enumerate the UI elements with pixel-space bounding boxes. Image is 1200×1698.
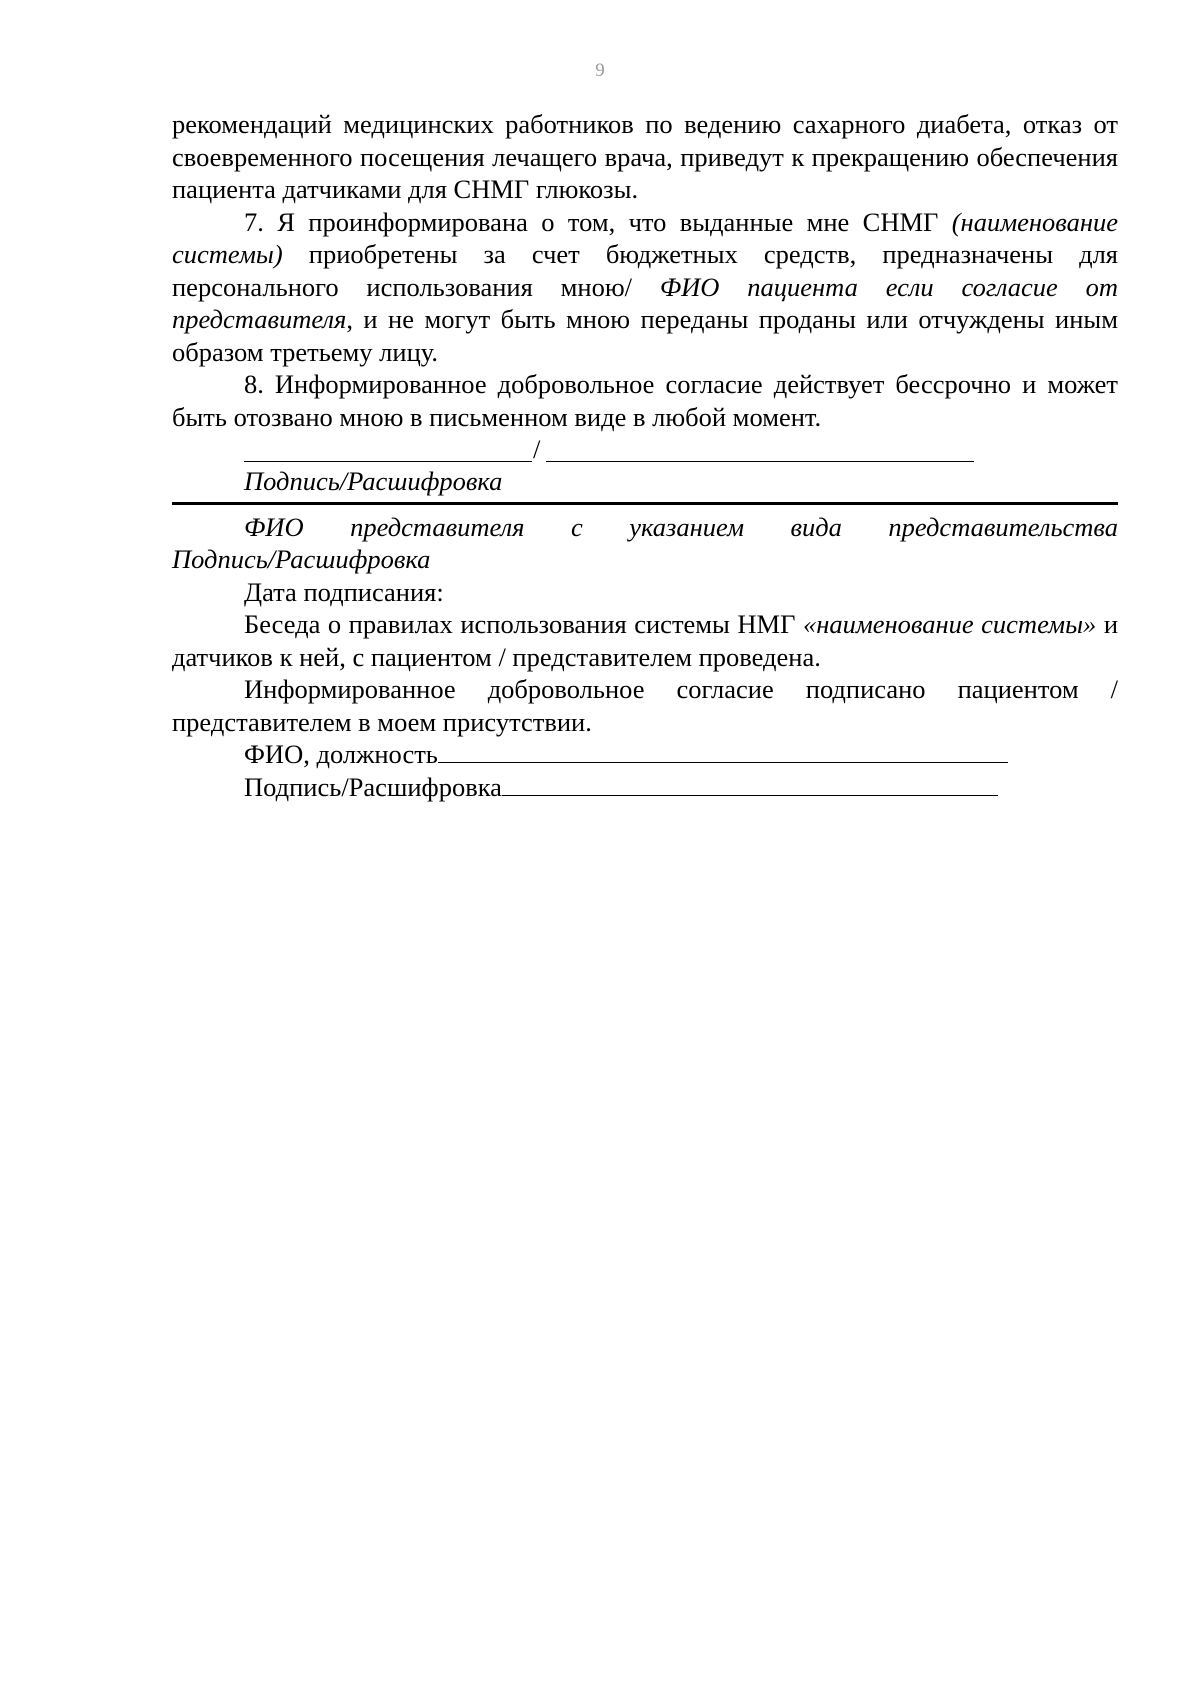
decoding-blank[interactable] — [546, 461, 974, 462]
representative-label: ФИО представителя с указанием вида представительства — [244, 511, 1118, 542]
representative-signature-label: Подпись/Расшифровка — [172, 544, 431, 574]
consent-signed-paragraph: Информированное добровольное согласие подписано пациентом / представителем в моем присутствии. — [172, 674, 1118, 737]
document-body — [172, 108, 1118, 803]
fio-position-blank[interactable] — [438, 738, 1008, 763]
paragraph-7: 7. Я проинформирована о том, что выданные мне СНМГ (наименование системы) приобретены за счет бюджетных средств, предназначены для персонального использования мною/ ФИО пациента если согласие от представителя, и не могут быть мною переданы проданы или отчуждены иным образом третьему лицу. — [172, 206, 1118, 367]
paragraph-8: 8. Информированное добровольное согласие действует бессрочно и может быть отозвано мною в письменном виде в любой момент. — [172, 369, 1118, 432]
signature-decoding-blank[interactable] — [502, 771, 998, 796]
divider-line — [172, 502, 1118, 505]
signature-decoding-field — [172, 771, 1118, 804]
signature-decoding-label: Подпись/Расшифровка — [244, 771, 502, 802]
fio-position-field — [172, 738, 1118, 771]
date-label: Дата подписания: — [244, 576, 444, 607]
signature-label: Подпись/Расшифровка — [244, 466, 503, 496]
signature-blank[interactable] — [244, 461, 532, 462]
signature-slash: / — [533, 434, 541, 464]
fio-position-label: ФИО, должность — [244, 739, 438, 769]
paragraph-continuation: рекомендаций медицинских работников по ведению сахарного диабета, отказ от своевременного посещения лечащего врача, приведут к прекращению обеспечения пациента датчиками для СНМГ глюкозы. — [172, 109, 1118, 204]
conversation-paragraph: Беседа о правилах использования системы НМГ «наименование системы» и датчиков к ней, с пациентом / представителем проведена. — [172, 609, 1119, 672]
signature-line[interactable] — [244, 433, 1118, 465]
page-number: 9 — [595, 60, 605, 81]
